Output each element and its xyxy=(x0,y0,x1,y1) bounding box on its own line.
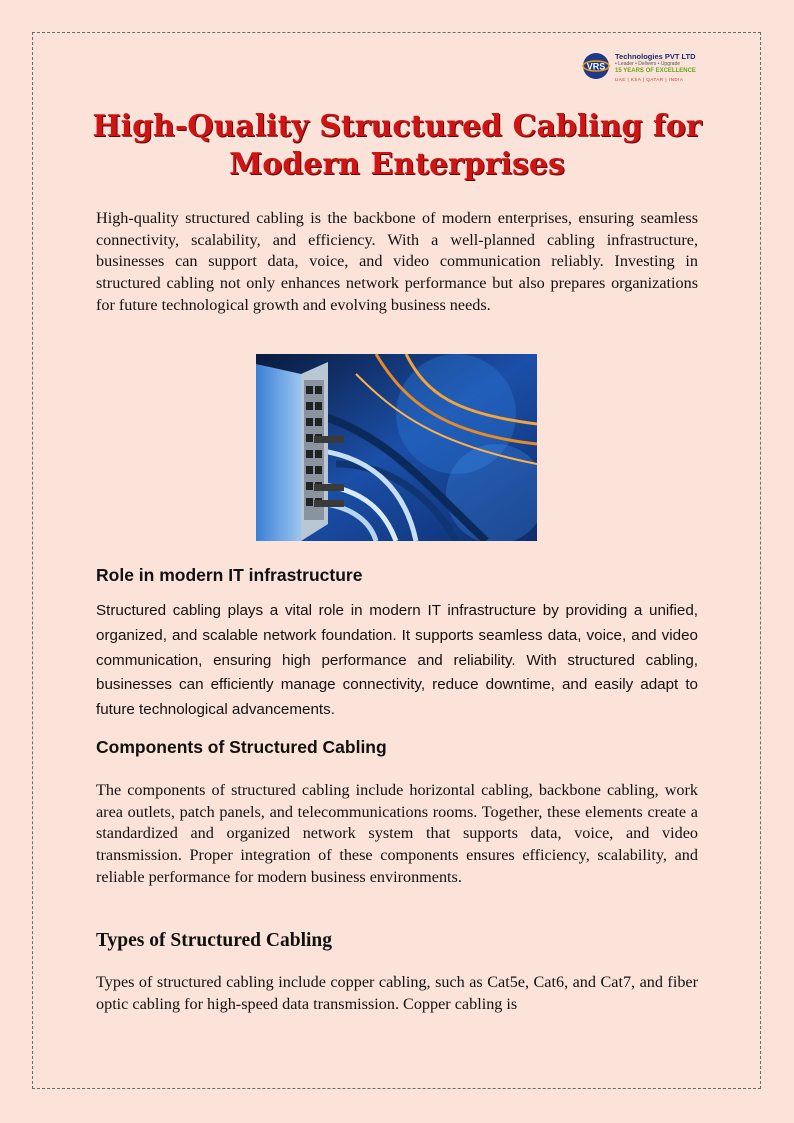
company-logo xyxy=(582,50,702,86)
logo-tagline: • Leader • Delivers • Upgrade xyxy=(615,61,681,67)
logo-company-name: Technologies PVT LTD xyxy=(615,52,696,61)
section-body-role: Structured cabling plays a vital role in modern IT infrastructure by providing a unified, organized, and scalable network foundation. It supports seamless data, voice, and video communication, ensuring high performance and reliability. With structured cabling, businesses can efficiently manage connectivity, reduce downtime, and easily adapt to future technological advancements. xyxy=(96,602,698,719)
intro-paragraph: High-quality structured cabling is the backbone of modern enterprises, ensuring seamless connectivity, scalability, and efficiency. With a well-planned cabling infrastructure, businesses can support data, voice, and video communication reliably. Investing in structured cabling not only enhances network performance but also prepares organizations for future technological growth and evolving business needs. xyxy=(96,209,698,314)
section-heading-types: Types of Structured Cabling xyxy=(96,930,333,951)
section-body-components: The components of structured cabling include horizontal cabling, backbone cabling, work area outlets, patch panels, and telecommunications rooms. Together, these elements create a standardized and organized network system that supports data, voice, and video transmission. Proper integration of these components ensures efficiency, scalability, and reliable performance for modern business environments. xyxy=(96,781,698,886)
section-heading-components: Components of Structured Cabling xyxy=(96,737,387,757)
logo-years: 15 YEARS OF EXCELLENCE xyxy=(615,68,696,74)
network-cabling-photo xyxy=(256,354,537,541)
logo-badge-text: VRS xyxy=(586,61,606,72)
section-body-types: Types of structured cabling include copper cabling, such as Cat5e, Cat6, and Cat7, and fiber optic cabling for high-speed data transmission. Copper cabling is xyxy=(96,973,698,1013)
globe-logo-icon xyxy=(582,52,610,80)
section-heading-role: Role in modern IT infrastructure xyxy=(96,565,363,585)
logo-regions: UAE | KSA | QATAR | INDIA xyxy=(615,77,684,82)
page-title: High-Quality Structured Cabling for Modern Enterprises xyxy=(92,109,702,182)
